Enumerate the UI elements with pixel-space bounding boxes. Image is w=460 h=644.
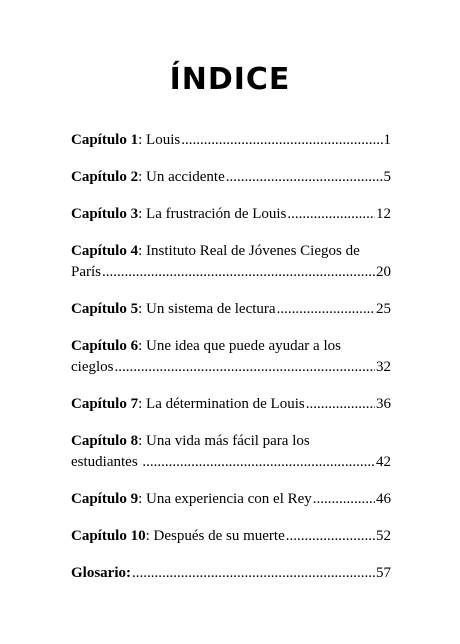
toc-entry-glossary[interactable] bbox=[71, 563, 391, 584]
toc-entry-2[interactable] bbox=[71, 167, 391, 188]
entry-title: : Una vida más fácil para los bbox=[138, 433, 310, 449]
dot-leader bbox=[226, 167, 383, 188]
toc-entry-8[interactable] bbox=[71, 431, 391, 473]
dot-leader bbox=[286, 526, 375, 547]
entry-title: : Un accidente bbox=[138, 169, 225, 185]
entry-page-number: 12 bbox=[376, 206, 391, 222]
entry-label: Capítulo 3 bbox=[71, 206, 139, 222]
entry-page-number: 52 bbox=[376, 528, 391, 544]
entry-title: : Louis bbox=[138, 132, 181, 148]
toc-entry-7[interactable] bbox=[71, 394, 391, 415]
toc-entry-6[interactable] bbox=[71, 336, 391, 378]
entry-page-number: 57 bbox=[376, 565, 391, 581]
toc-entry-10[interactable] bbox=[71, 526, 391, 547]
page-title: ÍNDICE bbox=[169, 62, 291, 97]
entry-label: Capítulo 8 bbox=[71, 433, 139, 449]
entry-title: : Un sistema de lectura bbox=[138, 301, 276, 317]
toc-entry-3[interactable] bbox=[71, 204, 391, 225]
dot-leader bbox=[142, 452, 375, 473]
entry-title: : Instituto Real de Jóvenes Ciegos de bbox=[138, 243, 360, 259]
entry-label: Capítulo 2 bbox=[71, 169, 139, 185]
toc-entry-1[interactable] bbox=[71, 130, 391, 151]
dot-leader bbox=[181, 130, 382, 151]
entry-title: : La détermination de Louis bbox=[138, 396, 305, 412]
toc-entry-5[interactable] bbox=[71, 299, 391, 320]
entry-page-number: 20 bbox=[376, 264, 391, 280]
entry-label: Capítulo 5 bbox=[71, 301, 139, 317]
dot-leader bbox=[132, 563, 375, 584]
entry-title: : La frustración de Louis bbox=[138, 206, 287, 222]
entry-title: : Una experiencia con el Rey bbox=[138, 491, 312, 507]
entry-page-number: 32 bbox=[376, 359, 391, 375]
dot-leader bbox=[115, 357, 376, 378]
entry-label: Capítulo 1 bbox=[71, 132, 139, 148]
entry-title: : Une idea que puede ayudar a los bbox=[138, 338, 341, 354]
dot-leader bbox=[287, 204, 375, 225]
entry-title-continued: cieglos bbox=[71, 359, 114, 375]
dot-leader bbox=[102, 262, 375, 283]
entry-page-number: 42 bbox=[376, 454, 391, 470]
dot-leader bbox=[306, 394, 375, 415]
entry-page-number: 46 bbox=[376, 491, 391, 507]
toc-entry-9[interactable] bbox=[71, 489, 391, 510]
dot-leader bbox=[313, 489, 375, 510]
entry-label: Capítulo 6 bbox=[71, 338, 139, 354]
entry-label: Capítulo 9 bbox=[71, 491, 139, 507]
entry-label: Capítulo 7 bbox=[71, 396, 139, 412]
entry-title-continued: estudiantes bbox=[71, 454, 142, 470]
entry-page-number: 25 bbox=[376, 301, 391, 317]
entry-page-number: 1 bbox=[383, 132, 391, 148]
entry-label: Capítulo 10 bbox=[71, 528, 146, 544]
entry-page-number: 5 bbox=[383, 169, 391, 185]
table-of-contents bbox=[71, 130, 391, 600]
entry-page-number: 36 bbox=[376, 396, 391, 412]
toc-entry-4[interactable] bbox=[71, 241, 391, 283]
entry-label: Capítulo 4 bbox=[71, 243, 139, 259]
entry-title-continued: París bbox=[71, 264, 101, 280]
entry-label: Glosario: bbox=[71, 565, 131, 581]
entry-title: : Después de su muerte bbox=[145, 528, 285, 544]
dot-leader bbox=[277, 299, 375, 320]
